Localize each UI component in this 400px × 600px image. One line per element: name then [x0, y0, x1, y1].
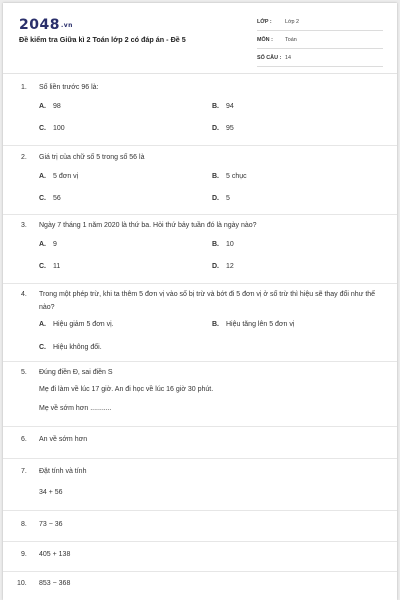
exam-title: Đề kiểm tra Giữa kì 2 Toán lớp 2 có đáp án - Đề 5 — [19, 35, 186, 44]
question-divider — [3, 541, 397, 542]
option-letter: D. — [212, 263, 219, 270]
question-text: Số liền trước 96 là: — [39, 84, 99, 91]
question-number: 8. — [21, 521, 27, 528]
meta-value: Toán — [285, 37, 297, 43]
meta-class — [257, 17, 383, 31]
option-text: 100 — [53, 125, 65, 132]
question-number: 7. — [21, 468, 27, 475]
option-d[interactable] — [212, 125, 234, 132]
question-number: 5. — [21, 369, 27, 376]
question-number: 3. — [21, 222, 27, 229]
meta-value: 14 — [285, 55, 291, 61]
option-text: Hiệu giảm 5 đơn vị. — [53, 321, 114, 328]
meta-question-count — [257, 53, 383, 67]
option-text: 95 — [226, 125, 234, 132]
meta-value: Lớp 2 — [285, 19, 300, 25]
option-letter: C. — [39, 195, 46, 202]
option-text: 12 — [226, 263, 234, 270]
option-letter: D. — [212, 195, 219, 202]
option-c[interactable] — [39, 125, 65, 132]
question-divider — [3, 571, 397, 572]
option-text: Hiệu không đổi. — [53, 344, 102, 351]
option-letter: C. — [39, 344, 46, 351]
question-text: Giá trị của chữ số 5 trong số 56 là — [39, 154, 145, 161]
question-line: Mẹ đi làm về lúc 17 giờ. An đi học về lúc 16 giờ 30 phút. — [39, 386, 214, 393]
option-letter: A. — [39, 241, 46, 248]
question-divider — [3, 426, 397, 427]
question-divider — [3, 214, 397, 215]
option-letter: A. — [39, 321, 46, 328]
question-number: 1. — [21, 84, 27, 91]
site-logo[interactable] — [19, 17, 73, 33]
option-letter: C. — [39, 125, 46, 132]
option-text: Hiệu tăng lên 5 đơn vị — [226, 321, 295, 328]
option-a[interactable] — [39, 241, 57, 248]
answer-blank-line[interactable]: Mẹ về sớm hơn ........... — [39, 405, 112, 412]
option-c[interactable] — [39, 195, 61, 202]
option-letter: D. — [212, 125, 219, 132]
question-number: 2. — [21, 154, 27, 161]
option-letter: B. — [212, 173, 219, 180]
option-text: 5 — [226, 195, 230, 202]
option-b[interactable] — [212, 321, 294, 328]
option-letter: A. — [39, 173, 46, 180]
question-divider — [3, 510, 397, 511]
option-text: 94 — [226, 103, 234, 110]
option-letter: B. — [212, 321, 219, 328]
question-text: 405 + 138 — [39, 551, 71, 558]
question-divider — [3, 283, 397, 284]
option-b[interactable] — [212, 173, 247, 180]
option-d[interactable] — [212, 195, 230, 202]
question-text: 73 − 36 — [39, 521, 63, 528]
meta-label: MÔN : — [257, 37, 273, 43]
question-text: Trong một phép trừ, khi ta thêm 5 đơn vị vào số bị trừ và bớt đi 5 đơn vị ở số trừ thì hiệu sẽ thay đổi như thế nào? — [39, 291, 376, 311]
option-text: 5 đơn vị — [53, 173, 79, 180]
question-number: 9. — [21, 551, 27, 558]
question-text: An về sớm hơn — [39, 436, 88, 443]
option-letter: A. — [39, 103, 46, 110]
option-text: 10 — [226, 241, 234, 248]
exam-meta — [257, 17, 383, 71]
option-letter: B. — [212, 103, 219, 110]
header-divider — [3, 73, 397, 74]
option-text: 98 — [53, 103, 61, 110]
option-text: 11 — [53, 263, 61, 270]
question-text: Đặt tính và tính — [39, 468, 87, 475]
logo-suffix: .vn — [60, 21, 73, 29]
question-text: Đúng điền Đ, sai điền S — [39, 369, 113, 376]
option-letter: B. — [212, 241, 219, 248]
option-a[interactable] — [39, 103, 61, 110]
meta-subject — [257, 35, 383, 49]
meta-label: LỚP : — [257, 19, 272, 25]
option-c[interactable] — [39, 344, 102, 351]
option-text: 5 chục — [226, 173, 247, 180]
exam-header — [3, 3, 397, 73]
option-c[interactable] — [39, 263, 60, 270]
option-text: 9 — [53, 241, 57, 248]
question-number: 6. — [21, 436, 27, 443]
question-line: 34 + 56 — [39, 489, 63, 496]
option-a[interactable] — [39, 173, 78, 180]
option-b[interactable] — [212, 103, 234, 110]
question-divider — [3, 361, 397, 362]
question-divider — [3, 145, 397, 146]
option-b[interactable] — [212, 241, 234, 248]
question-number: 4. — [21, 291, 27, 298]
meta-label: SỐ CÂU : — [257, 55, 282, 61]
option-d[interactable] — [212, 263, 234, 270]
question-number: 10. — [17, 580, 27, 587]
question-text: Ngày 7 tháng 1 năm 2020 là thứ ba. Hỏi thứ bảy tuần đó là ngày nào? — [39, 222, 257, 229]
logo-text: 2048 — [19, 17, 60, 33]
question-divider — [3, 458, 397, 459]
option-text: 56 — [53, 195, 61, 202]
exam-sheet — [3, 3, 397, 600]
question-text: 853 − 368 — [39, 580, 71, 587]
option-a[interactable] — [39, 321, 114, 328]
option-letter: C. — [39, 263, 46, 270]
